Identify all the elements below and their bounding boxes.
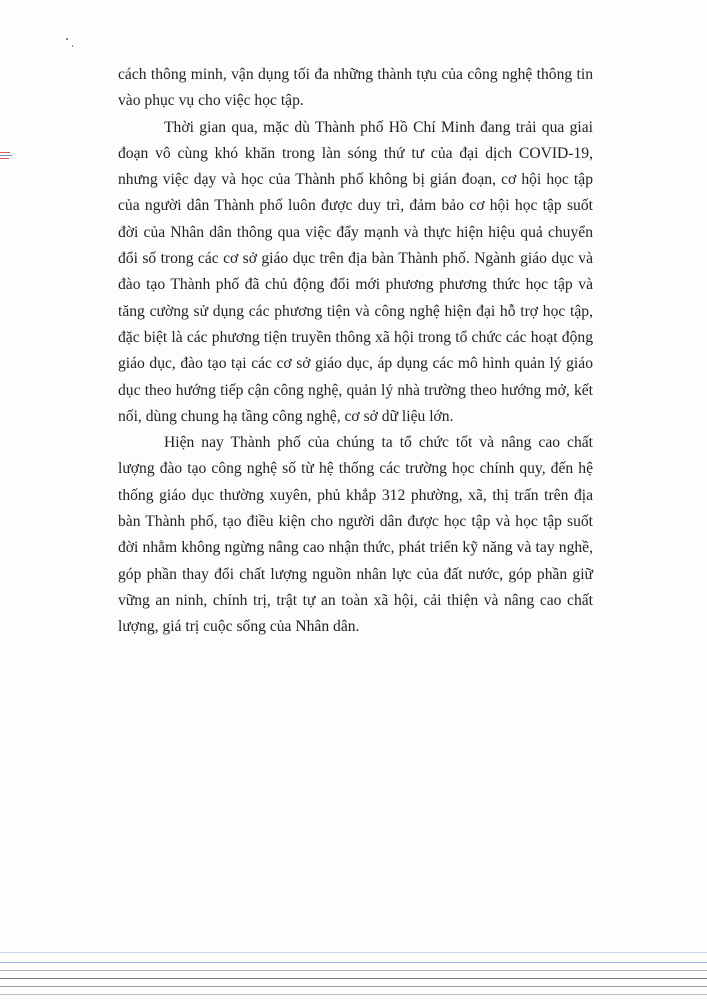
scan-edge-line xyxy=(0,978,707,979)
scan-speck xyxy=(72,45,73,47)
scan-speck xyxy=(66,38,68,40)
scan-edge-line xyxy=(0,970,707,971)
paragraph-2: Thời gian qua, mặc dù Thành phố Hồ Chí Minh đang trải qua giai đoạn vô cùng khó khăn trong làn sóng thứ tư của đại dịch COVID-19, nhưng việc dạy và học của Thành phố không bị gián đoạn, cơ hội học tập của người dân Thành phố luôn được duy trì, đảm bảo cơ hội học tập suốt đời của Nhân dân thông qua việc đẩy mạnh và thực hiện hiệu quả chuyển đổi số trong các cơ sở giáo dục trên địa bàn Thành phố. Ngành giáo dục và đào tạo Thành phố đã chủ động đổi mới phương phương thức học tập và tăng cường sử dụng các phương tiện và công nghệ hiện đại hỗ trợ học tập, đặc biệt là các phương tiện truyền thông xã hội trong tổ chức các hoạt động giáo dục, đào tạo tại các cơ sở giáo dục, áp dụng các mô hình quản lý giáo dục theo hướng tiếp cận công nghệ, quản lý nhà trường theo hướng mở, kết nối, dùng chung hạ tầng công nghệ, cơ sở dữ liệu lớn. xyxy=(118,118,593,425)
scan-mark-red-line xyxy=(0,158,9,159)
scan-edge-line xyxy=(0,952,707,953)
scan-mark-blue-line xyxy=(0,155,12,156)
scan-edge-line xyxy=(0,986,707,987)
paragraph-3: Hiện nay Thành phố của chúng ta tổ chức tốt và nâng cao chất lượng đào tạo công nghệ số từ hệ thống các trường học chính quy, đến hệ thống giáo dục thường xuyên, phủ khắp 312 phường, xã, thị trấn trên địa bàn Thành phố, tạo điều kiện cho người dân được học tập và học tập suốt đời nhằm không ngừng nâng cao nhận thức, phát triển kỹ năng và tay nghề, góp phần thay đổi chất lượng nguồn nhân lực của đất nước, góp phần giữ vững an ninh, chính trị, trật tự an toàn xã hội, cải thiện và nâng cao chất lượng, giá trị cuộc sống của Nhân dân. xyxy=(118,434,593,636)
scan-mark-red-line xyxy=(0,152,10,153)
scan-edge-line xyxy=(0,994,707,995)
bottom-scan-edge xyxy=(0,940,707,1000)
left-edge-scan-mark xyxy=(0,152,12,164)
document-body xyxy=(118,62,593,641)
paragraph-1: cách thông minh, vận dụng tối đa những thành tựu của công nghệ thông tin vào phục vụ cho việc học tập. xyxy=(118,66,593,110)
scan-edge-line xyxy=(0,962,707,963)
